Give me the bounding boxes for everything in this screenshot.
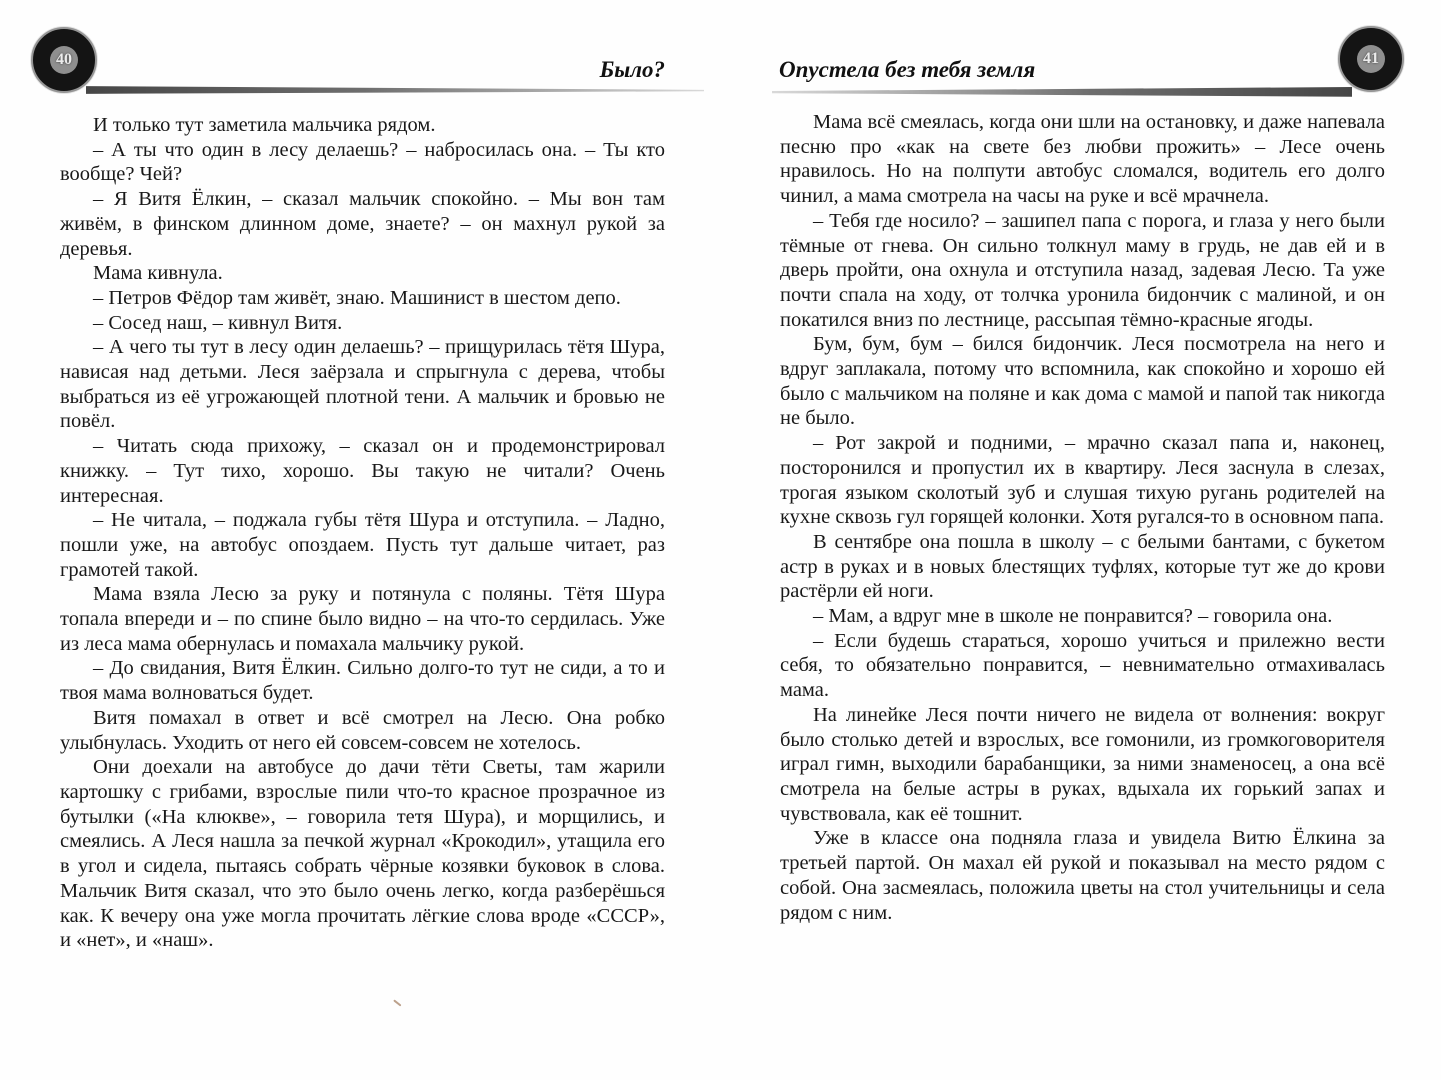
paragraph: И только тут заметила мальчика рядом. [93,114,436,136]
paragraph: – До свидания, Витя Ёлкин. Сильно долго-то тут не сиди, а то и твоя мама волноваться будет. [60,657,665,705]
paragraph: – А ты что один в лесу делаешь? – набросилась она. – Ты кто вообще? Чей? [60,138,665,186]
paragraph: Витя помахал в ответ и всё смотрел на Лесю. Она робко улыбнулась. Уходить от него ей совсем-совсем не хотелось. [60,706,665,754]
paragraph: Мама кивнула. [93,262,223,285]
paragraph: – Я Витя Ёлкин, – сказал мальчик спокойно. – Мы вон там живём, в финском длинном доме, знаете? – он махнул рукой за деревья. [60,188,665,260]
paragraph: – Читать сюда прихожу, – сказал он и продемонстрировал книжку. – Тут тихо, хорошо. Вы такую не читали? Очень интересная. [60,435,665,507]
scan-artifact [393,999,401,1006]
page-number-right: 41 [1357,45,1385,73]
paragraph: – Не читала, – поджала губы тётя Шура и отступила. – Ладно, пошли уже, на автобус опоздаем. Пусть тут дальше читает, раз грамотей такой. [60,509,665,581]
paragraph: В сентябре она пошла в школу – с белыми бантами, с букетом астр в руках и в новых блестящих туфлях, которые тут же до крови растёрли ей ноги. [780,530,1385,603]
header-rule-left [86,86,704,94]
paragraph: Мама взяла Лесю за руку и потянула с поляны. Тётя Шура топала впереди и – по спине было видно – на что-то сердилась. Уже из леса мама обернулась и помахала мальчику рукой. [60,583,665,655]
paragraph: – Тебя где носило? – зашипел папа с порога, и глаза у него были тёмные от гнева. Он сильно толкнул маму в грудь, не дав ей и в дверь пройти, она охнула и отступила назад, задевая Лесю. Та уже почти спала на ходу, от толчка уронила бидончик с малиной, и он покатился вниз по лестнице, рассыпая тёмно-красные ягоды. [780,209,1385,331]
page-number-left: 40 [50,46,78,74]
paragraph: – Сосед наш, – кивнул Витя. [93,311,343,334]
paragraph: – Если будешь стараться, хорошо учиться и прилежно вести себя, то обязательно понравится, – невнимательно отмахивалась мама. [780,629,1385,702]
page-text-right [780,110,1385,925]
paragraph: Они доехали на автобусе до дачи тёти Светы, там жарили картошку с грибами, взрослые пили что-то красное прозрачное из бутылки («На клюкве», – говорила тетя Шура), и морщились, и смеялись. А Леся нашла за печкой журнал «Крокодил», утащила его в угол и сидела, пытаясь собрать чёрные козявки буковок в слова. Мальчик Витя сказал, что это было очень легко, когда разберёшься как. К вечеру она уже могла прочитать лёгкие слова вроде «СССР», и «нет», и «наш». [60,756,665,952]
paragraph: – Рот закрой и подними, – мрачно сказал папа и, наконец, посторонился и пропустил их в квартиру. Леся заснула в слезах, трогая языком сколотый зуб и слушая тихую ругань родителей на кухне сквозь гул горящей колонки. Хотя ругался-то в основном папа. [780,432,1385,529]
paragraph: – Мам, а вдруг мне в школе не понравится? – говорила она. [813,605,1333,628]
paragraph: – А чего ты тут в лесу один делаешь? – прищурилась тётя Шура, нависая над детьми. Леся заёрзала и спрыгнула с дерева, чтобы выбраться из её угрожающей плотной тени. А мальчик и бровью не повёл. [60,336,665,433]
paragraph: Мама всё смеялась, когда они шли на остановку, и даже напевала песню про «как на свете без любви прожить» – Лесе очень нравилось. Но на полпути автобус сломался, водитель его долго чинил, а мама смотрела на часы на руке и всё мрачнела. [780,111,1385,208]
paragraph: – Петров Фёдор там живёт, знаю. Машинист в шестом депо. [93,286,621,309]
header-rule-right [772,87,1352,97]
paragraph: Уже в классе она подняла глаза и увидела Витю Ёлкина за третьей партой. Он махал ей рукой и показывал на место рядом с собой. Она засмеялась, положила цветы на стол учительницы и села рядом с ним. [780,827,1385,924]
page-text-left [60,113,665,953]
paragraph: На линейке Леся почти ничего не видела от волнения: вокруг было столько детей и взрослых, все гомонили, из громкоговорителя играл гимн, выходили барабанщики, за ними знаменосец, а она всё смотрела на белые астры в руках, вдыхала их горький запах и чувствовала, как её тошнит. [780,703,1385,825]
running-head-right: Опустела без тебя земля [779,57,1036,82]
paragraph: Бум, бум, бум – бился бидончик. Леся посмотрела на него и вдруг заплакала, потому что вспомнила, как спокойно и хорошо ей было с мальчиком на поляне и как дома с мамой и папой так никогда не было. [780,333,1385,430]
running-head-left: Было? [599,57,665,82]
